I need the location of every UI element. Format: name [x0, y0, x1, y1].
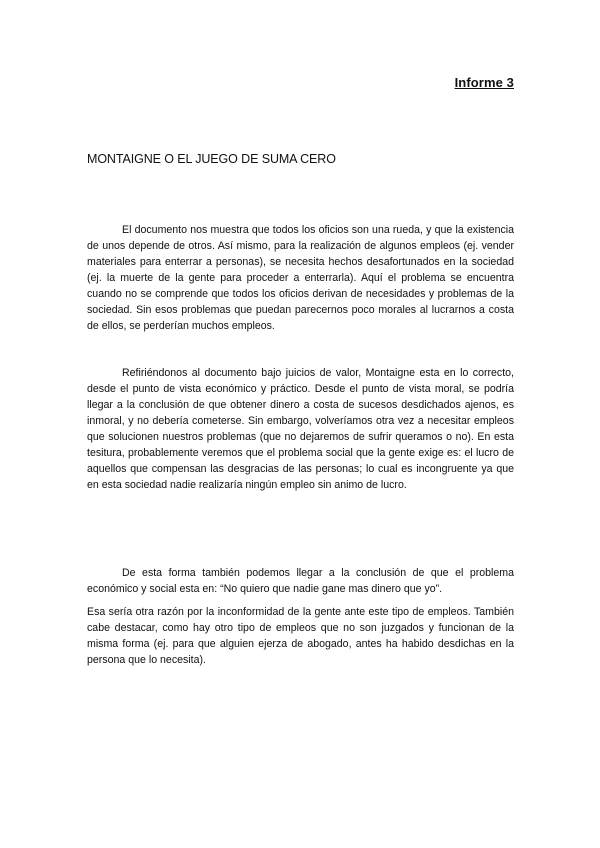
paragraph-1: El documento nos muestra que todos los oficios son una rueda, y que la existencia de unos depende de otros. Así mismo, para la realización de algunos empleos (ej. vender materiales para enterrar a personas), se necesita hechos desafortunados en la sociedad (ej. la muerte de la gente para proceder a enterrarla). Aquí el problema se encuentra cuando no se comprende que todos los oficios derivan de necesidades y problemas de la sociedad. Sin esos problemas que puedan parecernos poco morales al lucrarnos a costa de ellos, se perderían muchos empleos.	[87, 224, 514, 332]
paragraph-3: De esta forma también podemos llegar a la conclusión de que el problema económico y social esta en: “No quiero que nadie gane mas dinero que yo”.	[87, 567, 514, 595]
document-title: MONTAIGNE O EL JUEGO DE SUMA CERO	[87, 152, 336, 166]
paragraph-4: Esa sería otra razón por la inconformidad de la gente ante este tipo de empleos. También cabe destacar, como hay otro tipo de empleos que no son juzgados y funcionan de la misma forma (ej. para que alguien ejerza de abogado, antes ha habido desdichas en la persona que lo necesita).	[87, 606, 514, 666]
paragraph-2: Refiriéndonos al documento bajo juicios de valor, Montaigne esta en lo correcto, desde el punto de vista económico y práctico. Desde el punto de vista moral, se podría llegar a la conclusión de que obtener dinero a costa de sucesos desdichados ajenos, es inmoral, y no debería cometerse. Sin embargo, volveríamos otra vez a necesitar empleos que solucionen nuestros problemas (que no dejaremos de sufrir queramos o no). En esta tesitura, probablemente veremos que el problema social que la gente exige es: el lucro de aquellos que compensan las desgracias de las personas; lo cual es incongruente ya que en esta sociedad nadie realizaría ningún empleo sin animo de lucro.	[87, 367, 514, 491]
report-number-label: Informe 3	[454, 75, 514, 90]
